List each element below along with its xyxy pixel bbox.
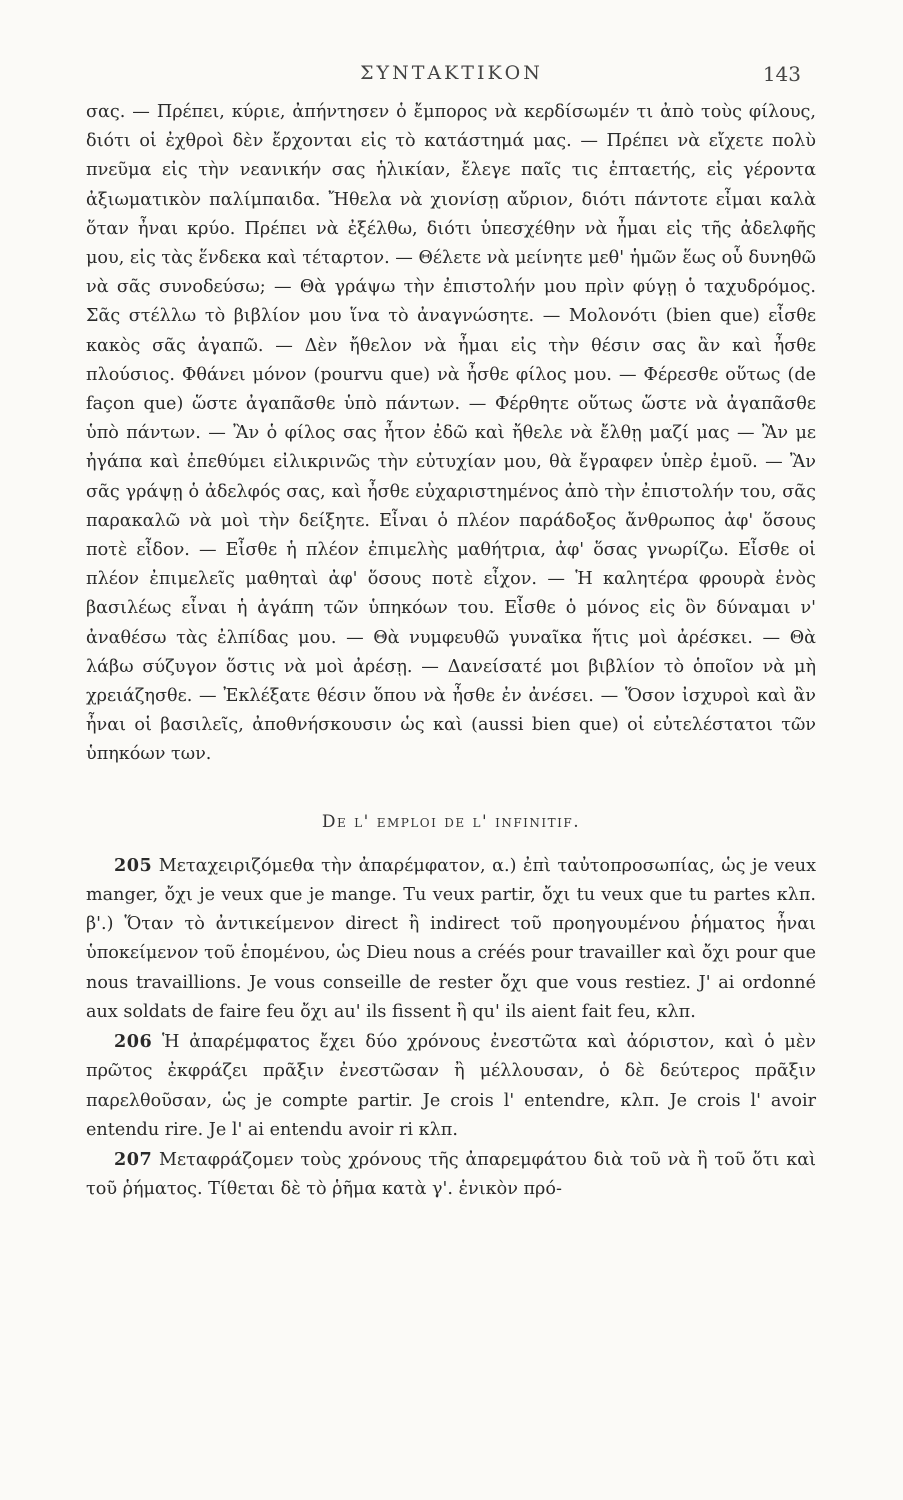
paragraph-207 <box>86 1145 816 1204</box>
running-head <box>0 62 903 98</box>
paragraph-205 <box>86 851 816 1027</box>
paragraph-text: Ἡ ἀπαρέμφατος ἔχει δύο χρόνους ἐνεστῶτα καὶ ἀόριστον, καὶ ὁ μὲν πρῶτος ἐκφράζει πρᾶξιν ἐνεστῶσαν ἢ μέλλουσαν, ὁ δὲ δεύτερος πρᾶξιν παρελθοῦσαν, ὡς je compte partir. Je crois l' entendre, κλπ. Je crois l' avoir entendu rire. Je l' ai entendu avoir ri κλπ. <box>86 1032 817 1140</box>
section-heading: De l' emploi de l' infinitif. <box>321 811 581 832</box>
paragraph-number: 207 <box>114 1148 153 1170</box>
paragraph-206 <box>86 1027 816 1145</box>
continued-paragraph: σας. — Πρέπει, κύριε, ἀπήντησεν ὁ ἔμπορος νὰ κερδίσωμέν τι ἀπὸ τοὺς φίλους, διότι οἱ ἐχθροὶ δὲν ἔρχονται εἰς τὸ κατάστημά μας. — Πρέπει νὰ εἴχετε πολὺ πνεῦμα εἰς τὴν νεανικήν σας ἡλικίαν, ἔλεγε παῖς τις ἑπταετής, εἰς γέροντα ἀξιωματικὸν παλίμπαιδα. Ἤθελα νὰ χιονίσῃ αὔριον, διότι πάντοτε εἶμαι καλὰ ὅταν ἦναι κρύο. Πρέπει νὰ ἐξέλθω, διότι ὑπεσχέθην νὰ ἦμαι εἰς τῆς ἀδελφῆς μου, εἰς τὰς ἕνδεκα καὶ τέταρτον. — Θέλετε νὰ μείνητε μεθ' ἡμῶν ἕως οὗ δυνηθῶ νὰ σᾶς συνοδεύσω; — Θὰ γράψω τὴν ἐπιστολήν μου πρὶν φύγῃ ὁ ταχυδρόμος. Σᾶς στέλλω τὸ βιβλίον μου ἵνα τὸ ἀναγνώσητε. — Μολονότι (bien que) εἶσθε κακὸς σᾶς ἀγαπῶ. — Δὲν ἤθελον νὰ ἦμαι εἰς τὴν θέσιν σας ἂν καὶ ἦσθε πλούσιος. Φθάνει μόνον (pourvu que) νὰ ἦσθε φίλος μου. — Φέρεσθε οὕτως (de façon que) ὥστε ἀγαπᾶσθε ὑπὸ πάντων. — Φέρθητε οὕτως ὥστε νὰ ἀγαπᾶσθε ὑπὸ πάντων. — Ἂν ὁ φίλος σας ἦτον ἐδῶ καὶ ἤθελε νὰ ἔλθῃ μαζί μας — Ἂν με ἠγάπα καὶ ἐπεθύμει εἰλικρινῶς τὴν εὐτυχίαν μου, θὰ ἔγραφεν ὑπὲρ ἐμοῦ. — Ἂν σᾶς γράψῃ ὁ ἀδελφός σας, καὶ ἦσθε εὐχαριστημένος ἀπὸ τὴν ἐπιστολήν του, σᾶς παρακαλῶ νὰ μοὶ τὴν δείξητε. Εἶναι ὁ πλέον παράδοξος ἄνθρωπος ἀφ' ὅσους ποτὲ εἶδον. — Εἶσθε ἡ πλέον ἐπιμελὴς μαθήτρια, ἀφ' ὅσας γνωρίζω. Εἶσθε οἱ πλέον ἐπιμελεῖς μαθηταὶ ἀφ' ὅσους ποτὲ εἶχον. — Ἡ καλητέρα φρουρὰ ἑνὸς βασιλέως εἶναι ἡ ἀγάπη τῶν ὑπηκόων του. Εἶσθε ὁ μόνος εἰς ὃν δύναμαι ν' ἀναθέσω τὰς ἐλπίδας μου. — Θὰ νυμφευθῶ γυναῖκα ἥτις μοὶ ἀρέσκει. — Θὰ λάβω σύζυγον ὅστις νὰ μοὶ ἀρέσῃ. — Δανείσατέ μοι βιβλίον τὸ ὁποῖον νὰ μὴ χρειάζησθε. — Ἐκλέξατε θέσιν ὅπου νὰ ἦσθε ἐν ἀνέσει. — Ὅσον ἰσχυροὶ καὶ ἂν ἦναι οἱ βασιλεῖς, ἀποθνήσκουσιν ὡς καὶ (aussi bien que) οἱ εὐτελέστατοι τῶν ὑπηκόων των. <box>86 102 816 765</box>
page-number: 143 <box>762 62 801 86</box>
paragraph-text: Μεταφράζομεν τοὺς χρόνους τῆς ἀπαρεμφάτου διὰ τοῦ νὰ ἢ τοῦ ὅτι καὶ τοῦ ῥήματος. Τίθεται δὲ τὸ ῥῆμα κατὰ γ'. ἑνικὸν πρό- <box>86 1149 816 1200</box>
paragraph-number: 206 <box>114 1031 153 1053</box>
paragraph-text: Μεταχειριζόμεθα τὴν ἀπαρέμφατον, α.) ἐπὶ ταὐτοπροσωπίας, ὡς je veux manger, ὄχι je veux que je mange. Tu veux partir, ὄχι tu veux que tu partes κλπ. β'.) Ὅταν τὸ ἀντικείμενον direct ἢ indirect τοῦ προηγουμένου ῥήματος ἦναι ὑποκείμενον τοῦ ἑπομένου, ὡς Dieu nous a créés pour travailler καὶ ὄχι pour que nous travaillions. Je vous conseille de rester ὄχι que vous restiez. J' ai ordonné aux soldats de faire feu ὄχι au' ils fissent ἢ qu' ils aient fait feu, κλπ. <box>86 855 816 1022</box>
page-body <box>86 98 816 1204</box>
paragraph-number: 205 <box>114 854 153 876</box>
running-title: ΣΥΝΤΑΚΤΙΚΟΝ <box>360 62 543 84</box>
